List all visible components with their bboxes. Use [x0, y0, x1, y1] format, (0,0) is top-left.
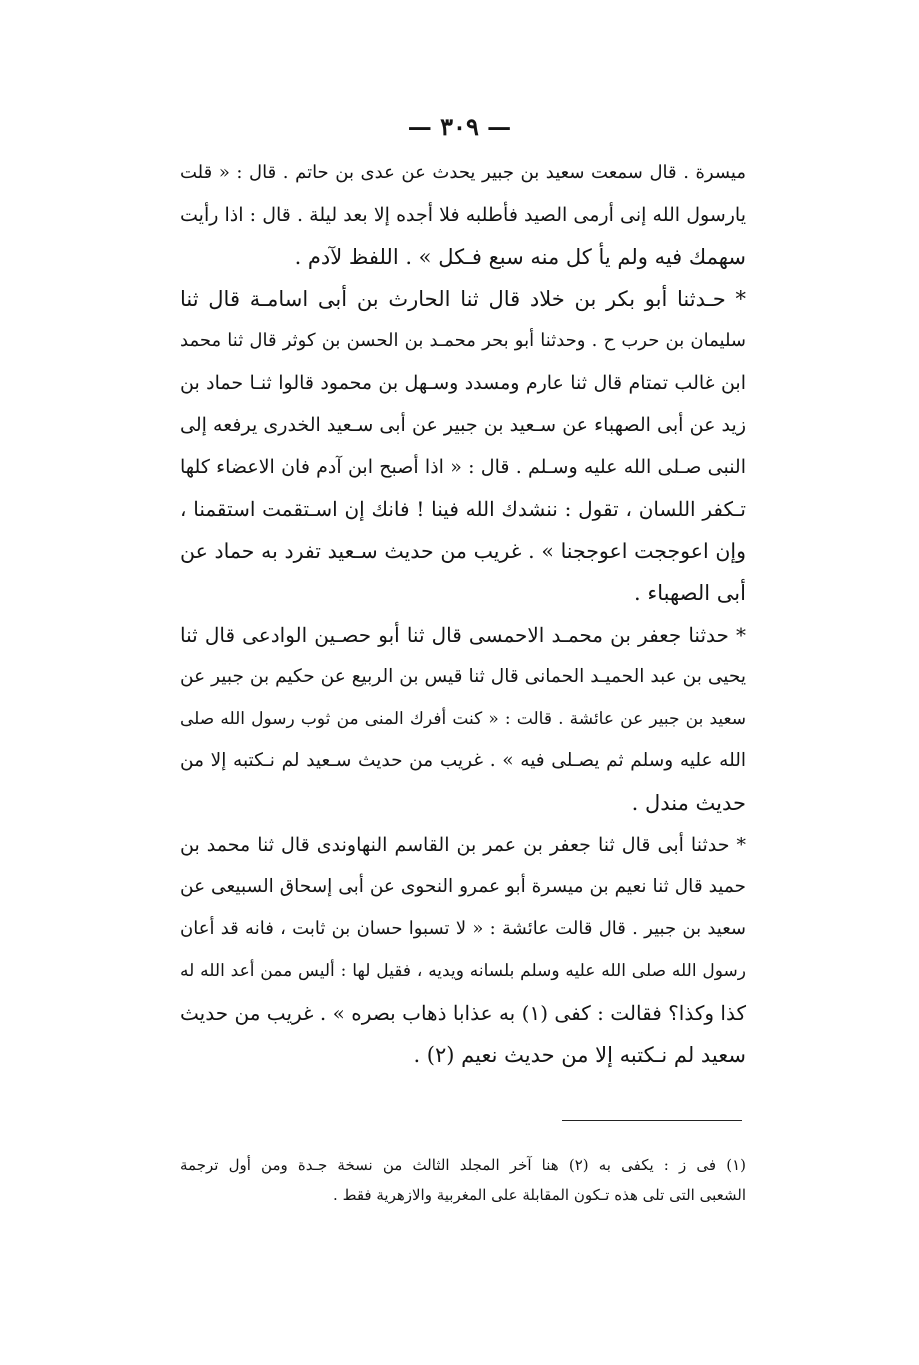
text-line: سعيد بن جبير عن عائشة . قالت : « كنت أفرك المنى من ثوب رسول الله صلى: [180, 709, 746, 729]
text-line: ابن غالب تمتام قال ثنا عارم ومسدد وسـهل بن محمود قالوا ثنـا حماد بن: [180, 372, 746, 394]
footnote-line: (١) فى ز : يكفى به (٢) هنا آخر المجلد الثالث من نسخة جـدة ومن أول ترجمة: [180, 1156, 746, 1174]
text-line: رسول الله صلى الله عليه وسلم بلسانه ويديه ، فقيل لها : أليس ممن أعد الله له: [180, 961, 746, 981]
paragraph: [180, 152, 746, 278]
text-line: سليمان بن حرب ح . وحدثنا أبو بحر محمـد بن الحسن بن كوثر قال ثنا محمد: [180, 330, 746, 351]
footnote-divider: [562, 1120, 742, 1121]
text-line: سعيد لم نـكتبه إلا من حديث نعيم (٢) .: [413, 1043, 746, 1067]
paragraph: [180, 824, 746, 1076]
text-line: يارسول الله إنى أرمى الصيد فأطلبه فلا أجده إلا بعد ليلة . قال : اذا رأيت: [180, 204, 746, 226]
text-line: زيد عن أبى الصهباء عن سـعيد بن جبير عن أبى سـعيد الخدرى يرفعه إلى: [180, 414, 746, 436]
text-line: سعيد بن جبير . قال قالت عائشة : « لا تسبوا حسان بن ثابت ، فانه قد أعان: [180, 918, 746, 939]
text-line: تـكفر اللسان ، تقول : ننشدك الله فينا ! فانك إن اسـتقمت استقمنا ،: [180, 497, 746, 521]
text-line: النبى صـلى الله عليه وسـلم . قال : « اذا أصبح ابن آدم فان الاعضاء كلها: [180, 456, 746, 478]
paragraph: [180, 614, 746, 824]
text-line: ميسرة . قال سمعت سعيد بن جبير يحدث عن عدى بن حاتم . قال : « قلت: [180, 162, 746, 183]
text-line: حديث مندل .: [631, 791, 746, 815]
text-line: كذا وكذا؟ فقالت : كفى (١) به عذابا ذهاب بصره » . غريب من حديث: [180, 1001, 746, 1025]
text-line: يحيى بن عبد الحميـد الحمانى قال ثنا قيس بن الربيع عن حكيم بن جبير عن: [180, 666, 746, 687]
text-line: أبى الصهباء .: [634, 581, 746, 605]
text-line: * حدثنا جعفر بن محمـد الاحمسى قال ثنا أبو حصـين الوادعى قال ثنا: [180, 623, 746, 647]
paragraph: [180, 278, 746, 614]
page-number: — ٣٠٩ —: [407, 112, 512, 141]
text-line: سهمك فيه ولم يأ كل منه سبع فـكل » . اللفظ لآدم .: [294, 245, 746, 269]
text-line: الله عليه وسلم ثم يصـلى فيه » . غريب من حديث سـعيد لم نـكتبه إلا من: [180, 750, 746, 771]
text-line: وإن اعوججت اعوججنا » . غريب من حديث سـعيد تفرد به حماد عن: [180, 539, 746, 563]
main-text: [180, 152, 746, 1076]
footnote-line: الشعبى التى تلى هذه تـكون المقابلة على المغربية والازهرية فقط .: [333, 1186, 746, 1204]
text-line: حميد قال ثنا نعيم بن ميسرة أبو عمرو النحوى عن أبى إسحاق السبيعى عن: [180, 876, 746, 897]
footnotes: [180, 1150, 746, 1210]
text-line: * حدثنا أبى قال ثنا جعفر بن عمر بن القاسم النهاوندى قال ثنا محمد بن: [180, 834, 746, 856]
text-line: * حـدثنا أبو بكر بن خلاد قال ثنا الحارث بن أبى اسامـة قال ثنا: [180, 287, 746, 311]
